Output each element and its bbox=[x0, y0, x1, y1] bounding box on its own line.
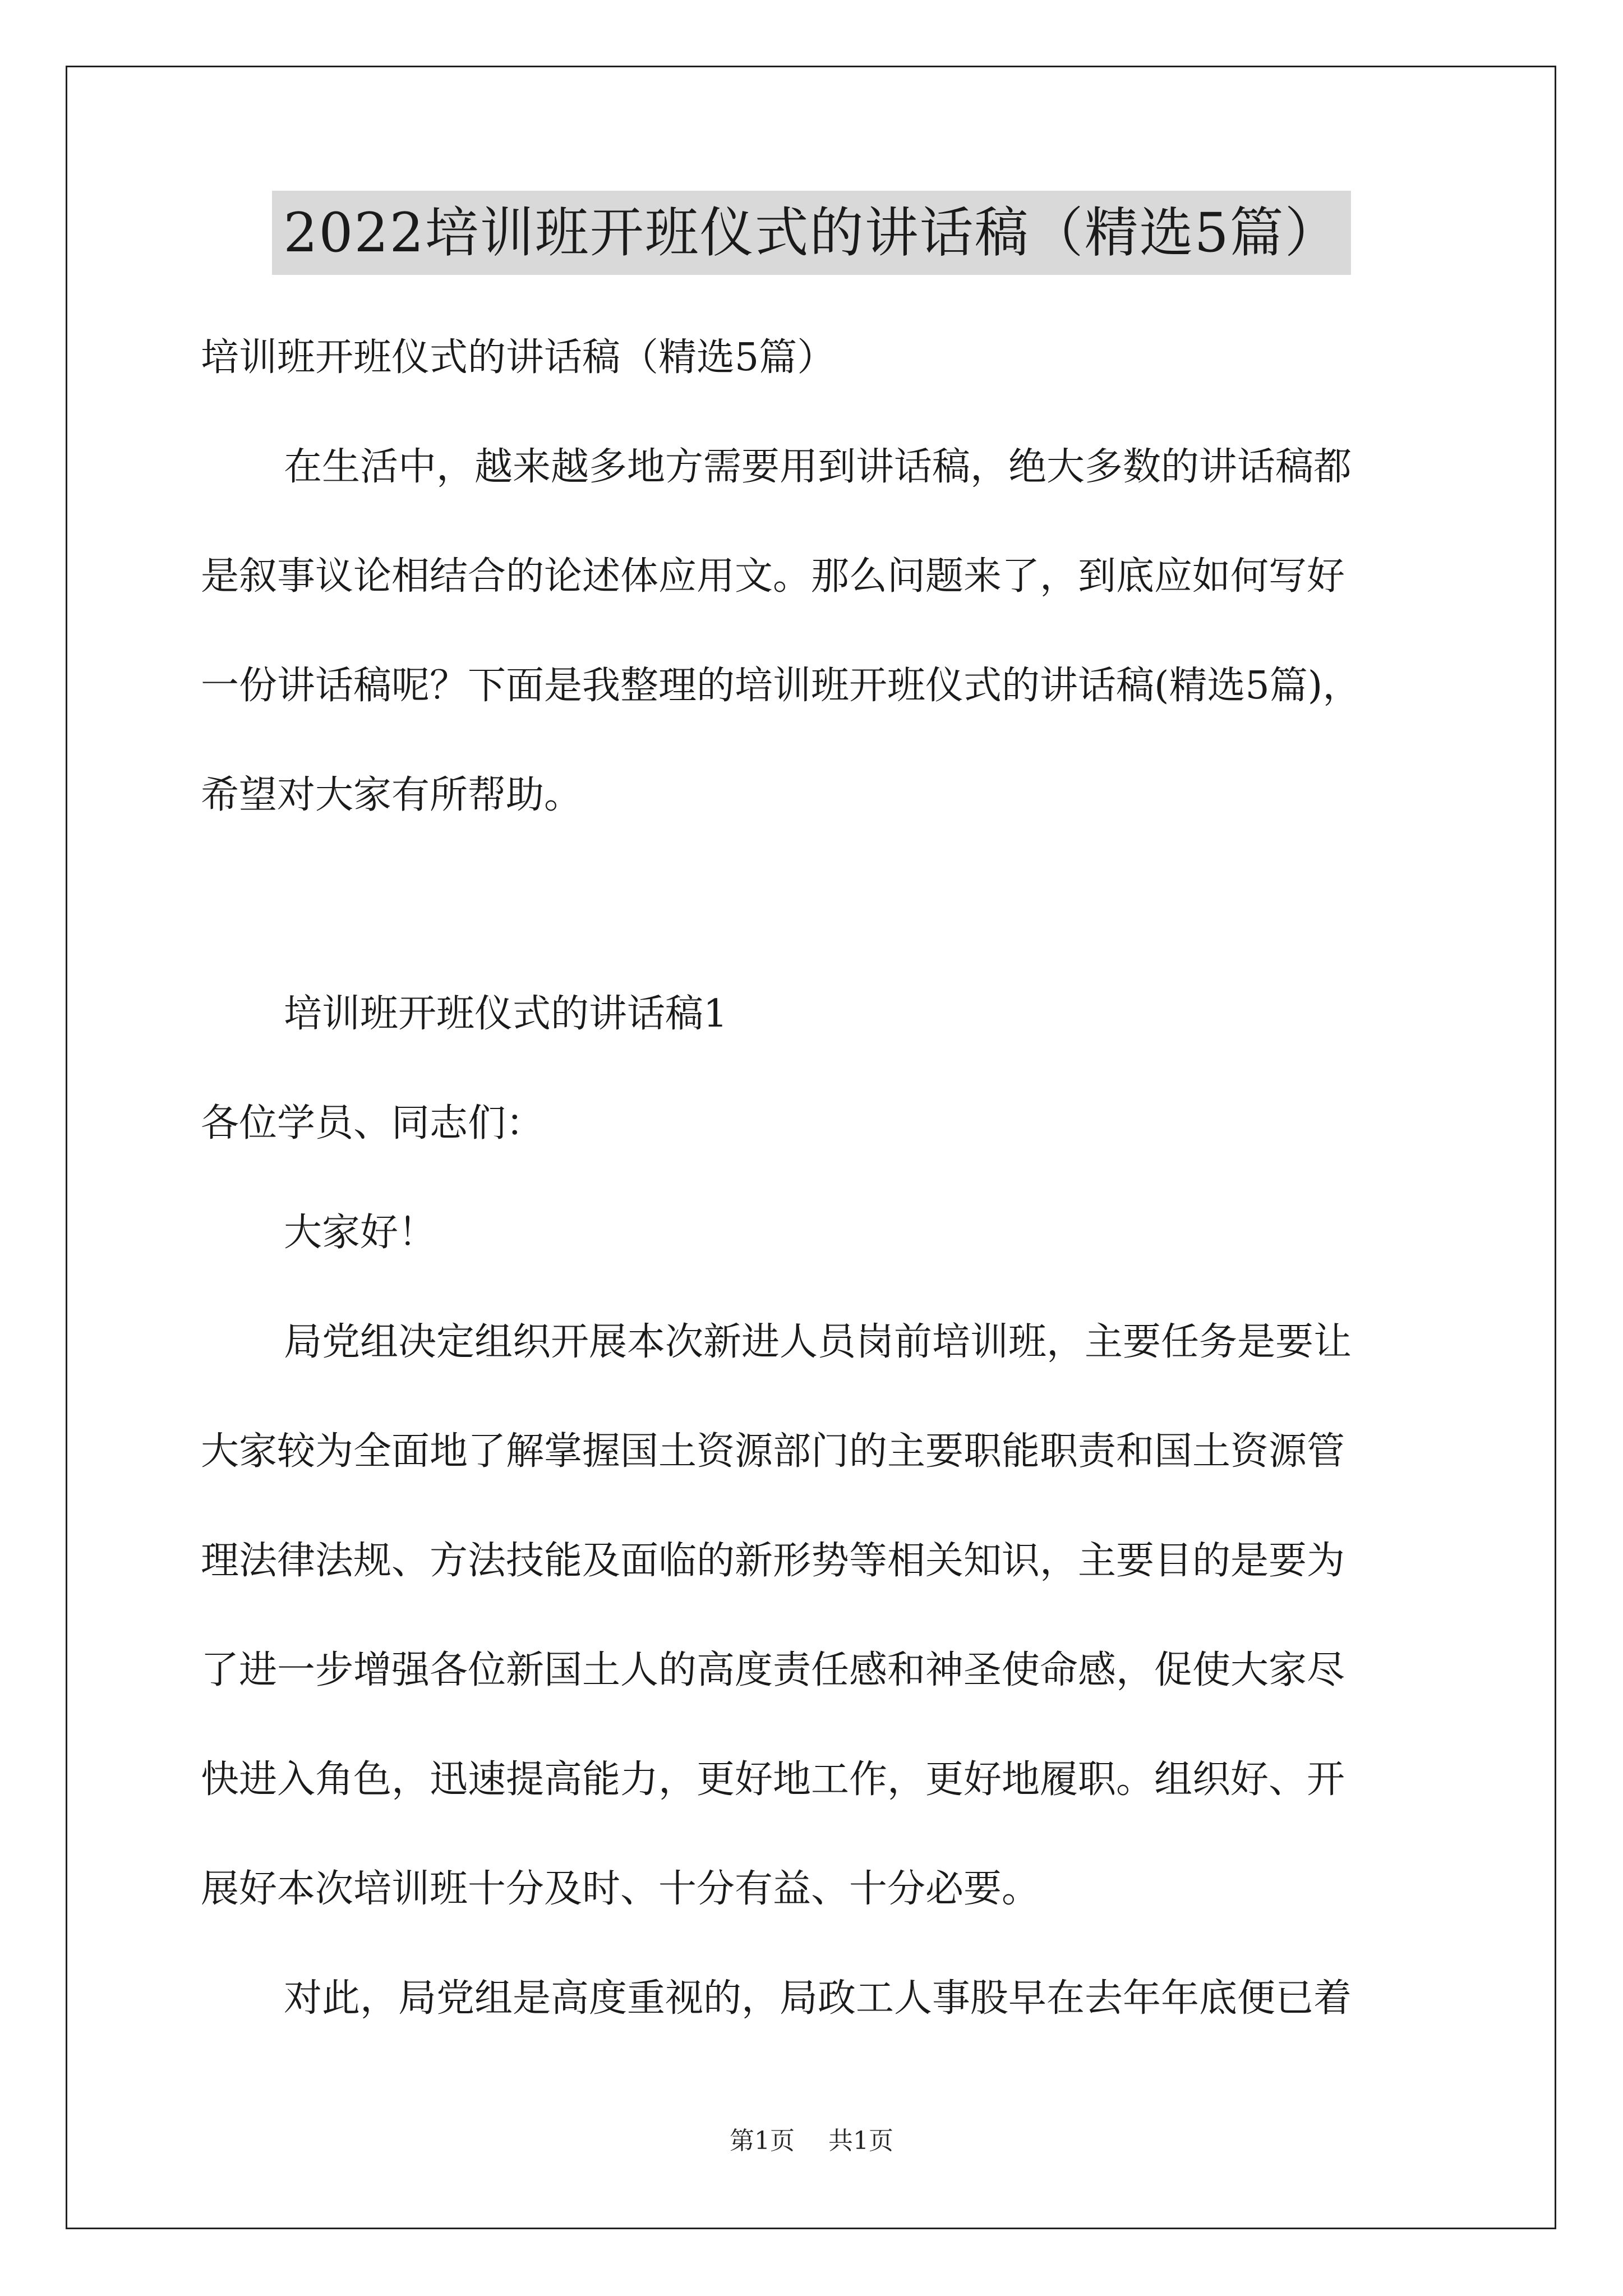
spacer bbox=[201, 850, 1491, 959]
intro-line: 一份讲话稿呢？下面是我整理的培训班开班仪式的讲话稿(精选5篇)， bbox=[201, 664, 1361, 708]
intro-line: 希望对大家有所帮助。 bbox=[201, 773, 583, 817]
page-number-total: 共1页 bbox=[828, 2127, 893, 2155]
paragraph-line: 了进一步增强各位新国土人的高度责任感和神圣使命感，促使大家尽 bbox=[201, 1648, 1345, 1692]
intro-line: 在生活中，越来越多地方需要用到讲话稿，绝大多数的讲话稿都 bbox=[284, 445, 1352, 489]
document-body bbox=[201, 303, 1491, 2053]
title-container bbox=[0, 191, 1623, 275]
paragraph-line: 对此，局党组是高度重视的，局政工人事股早在去年年底便已着 bbox=[284, 1976, 1352, 2021]
paragraph-line: 大家较为全面地了解掌握国土资源部门的主要职能职责和国土资源管 bbox=[201, 1429, 1345, 1474]
paragraph-line: 局党组决定组织开展本次新进人员岗前培训班，主要任务是要让 bbox=[284, 1320, 1352, 1364]
paragraph-line: 展好本次培训班十分及时、十分有益、十分必要。 bbox=[201, 1867, 1040, 1911]
greeting: 大家好！ bbox=[284, 1211, 437, 1255]
document-title: 2022培训班开班仪式的讲话稿（精选5篇） bbox=[272, 191, 1350, 275]
page-footer bbox=[0, 2120, 1623, 2156]
page-number-current: 第1页 bbox=[730, 2127, 795, 2155]
paragraph-line: 快进入角色，迅速提高能力，更好地工作，更好地履职。组织好、开 bbox=[201, 1757, 1345, 1802]
paragraph-line: 理法律法规、方法技能及面临的新形势等相关知识，主要目的是要为 bbox=[201, 1539, 1345, 1583]
intro-line: 是叙事议论相结合的论述体应用文。那么问题来了，到底应如何写好 bbox=[201, 554, 1345, 599]
document-subtitle: 培训班开班仪式的讲话稿（精选5篇） bbox=[201, 335, 836, 380]
salutation: 各位学员、同志们： bbox=[201, 1101, 545, 1145]
section-heading: 培训班开班仪式的讲话稿1 bbox=[284, 992, 728, 1036]
